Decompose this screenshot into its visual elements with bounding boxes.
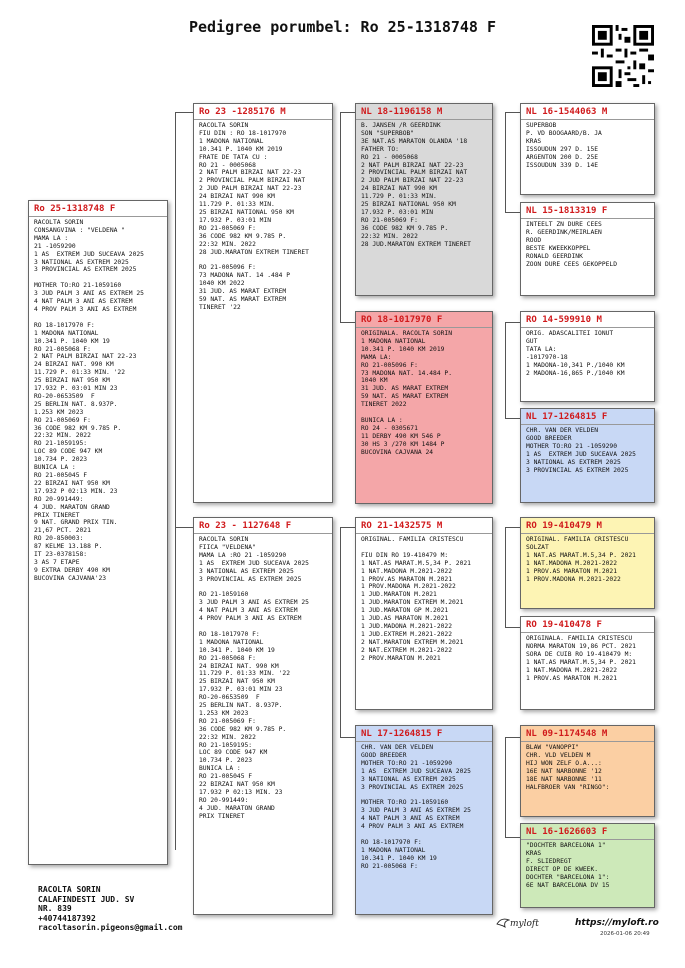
connector-line <box>505 322 506 418</box>
ring-number: RO 14-599910 M <box>526 315 602 325</box>
pigeon-icon <box>496 917 510 929</box>
ring-number: Ro 23 - 1127648 F <box>199 521 292 531</box>
pedigree-card-dam-sire <box>355 517 493 710</box>
card-details: ORIGINALA. RACOLTA SORIN 1 MADONA NATIONAL 10.341 P. 1040 KM 2019 MAMA LA: RO 21-005096 F: 73 MADONA NAT. 14.484 P. 1040 KM 31 JUD. AS MARAT EXTREM 59 NAT. AS MARAT EXTREM TINERET 2022 BUNICA LA : RO 24 - 0305671 11 DERBY 490 KM 546 P 30 HS 3 /270 KM 1484 P BUCOVINA CAJVANA 24 <box>361 330 452 456</box>
qr-code-icon <box>592 25 654 87</box>
connector-line <box>175 112 176 850</box>
owner-contact: RACOLTA SORIN CALAFINDESTI JUD. SV NR. 839 +40744187392 racoltasorin.pigeons@gmail.com <box>38 885 183 933</box>
ring-number: NL 16-1544063 M <box>526 107 608 117</box>
connector-line <box>505 527 520 528</box>
pedigree-card-sss <box>520 103 655 195</box>
pedigree-card-sds <box>520 311 655 402</box>
pedigree-card-sire-dam <box>355 311 493 504</box>
connector-line <box>505 418 520 419</box>
connector-line <box>340 527 355 528</box>
connector-line <box>175 527 193 528</box>
connector-line <box>340 112 341 322</box>
card-details: ORIG. ADASCALITEI IONUT GUT TATA LA: -1017970-18 1 MADONA-10,341 P./1040 KM 2 MADONA-16,865 P./1040 KM <box>526 330 625 377</box>
card-details: RACOLTA SORIN CONSANGVINA : "VELDENA " MAMA LA : 21 -1059290 1 AS EXTREM JUD SUCEAVA 2025 3 NATIONAL AS EXTREM 2025 3 PROVINCIAL AS EXTREM 2025 MOTHER TO:RO 21-1059160 3 JUD PALM 3 ANI AS EXTREM 25 4 NAT PALM 3 ANI AS EXTREM 4 PROV PALM 3 ANI AS EXTREM RO 18-1017970 F: 1 MADONA NATIONAL 10.341 P. 1040 KM 19 RO 21-005068 F: 2 NAT PALM BIRZAI NAT 22-23 24 BIRZAI NAT. 990 KM 11.729 P. 01:33 MIN. '22 25 BIRZAI NAT 950 KM 17.932 P. 03:01 MIN 23 RO-20-0653509 F 25 BERLIN NAT. 8.937P. 1.253 KM 2023 RO 21-005069 F: 36 CODE 982 KM 9.785 P. 22:32 MIN. 2022 RO 21-1059195: LOC 89 CODE 947 KM 10.734 P. 2023 BUNICA LA : RO 21-005045 F 22 BIRZAI NAT 950 KM 17.932 P 02:13 MIN. 23 RO 20-991449: 4 JUD. MARATON GRAND PRIX TINERET 9 NAT. GRAND PRIX TIN. 21,67 PCT. 2021 RO 20-850003: 87 KELME 13.188 P. IT 23-0378158: 3 AS 7 ETAPE 9 EXTRA DERBY 490 KM BUCOVINA CAJVANA'23 <box>34 219 144 582</box>
connector-line <box>340 527 341 737</box>
pedigree-card-dds <box>520 725 655 817</box>
card-details: ORIGINAL. FAMILIA CRISTESCU SOLZAT 1 NAT.AS MARAT.M.5,34 P. 2021 1 NAT.MADONA M.2021-2022 1 PROV.AS MARATON M.2021 1 PROV.MADONA M.2021-2022 <box>526 536 636 583</box>
ring-number: Ro 25-1318748 F <box>34 204 116 214</box>
ring-number: Ro 23 -1285176 M <box>199 107 286 117</box>
card-details: ORIGINAL. FAMILIA CRISTESCU FIU DIN RO 19-410479 M: 1 NAT.AS MARAT.M.5,34 P. 2021 1 NAT.MADONA M.2021-2022 1 PROV.AS MARATON M.2021 1 PROV.MADONA M.2021-2022 1 JUD.MARATON M.2021 1 JUD.MARATON EXTREM M.2021 1 JUD.MARATON GP M.2021 1 JUD.AS MARATON M.2021 1 JUD.MADONA M.2021-2022 1 JUD.EXTREM M.2021-2022 2 NAT.MARATON EXTREM M.2021 2 NAT.EXTREM M.2021-2022 2 PROV.MARATON M.2021 <box>361 536 471 662</box>
ring-number: RO 21-1432575 M <box>361 521 443 531</box>
connector-line <box>340 737 355 738</box>
ring-number: NL 09-1174548 M <box>526 729 608 739</box>
connector-line <box>505 112 506 212</box>
ring-number: RO 19-410478 F <box>526 620 602 630</box>
page-title: Pedigree porumbel: Ro 25-1318748 F <box>188 18 497 36</box>
pedigree-card-ssd <box>520 202 655 296</box>
connector-line <box>340 112 355 113</box>
pedigree-card-sire <box>193 103 333 503</box>
pedigree-card-dsd <box>520 616 655 710</box>
ring-number: RO 19-410479 M <box>526 521 602 531</box>
ring-number: NL 15-1813319 F <box>526 206 608 216</box>
card-details: RACOLTA SORIN FIICA "VELDENA" MAMA LA :RO 21 -1059290 1 AS EXTREM JUD SUCEAVA 2025 3 NATIONAL AS EXTREM 2025 3 PROVINCIAL AS EXTREM 2025 RO 21-1059160 3 JUD PALM 3 ANI AS EXTREM 25 4 NAT PALM 3 ANI AS EXTREM 4 PROV PALM 3 ANI AS EXTREM RO 18-1017970 F: 1 MADONA NATIONAL 10.341 P. 1040 KM 19 RO 21-005068 F: 24 BIRZAI NAT. 990 KM 11.729 P. 01:33 MIN. '22 25 BIRZAI NAT 950 KM 17.932 P. 03:01 MIN 23 RO-20-0653509 F 25 BERLIN NAT. 8.937P. 1.253 KM 2023 RO 21-005069 F: 36 CODE 982 KM 9.785 P. 22:32 MIN. 2022 RO 21-1059195: LOC 89 CODE 947 KM 10.734 P. 2023 BUNICA LA : RO 21-005045 F 22 BIRZAI NAT 950 KM 17.932 P 02:13 MIN. 23 RO 20-991449: 4 JUD. MARATON GRAND PRIX TINERET <box>199 536 309 820</box>
ring-number: NL 17-1264815 F <box>361 729 443 739</box>
connector-line <box>505 737 506 837</box>
card-details: CHR. VAN DER VELDEN GOOD BREEDER MOTHER TO:RO 21 -1059290 1 AS EXTREM JUD SUCEAVA 2025 3 NATIONAL AS EXTREM 2025 3 PROVINCIAL AS EXTREM 2025 MOTHER TO:RO 21-1059160 3 JUD PALM 3 ANI AS EXTREM 25 4 NAT PALM 3 ANI AS EXTREM 4 PROV PALM 3 ANI AS EXTREM RO 18-1017970 F: 1 MADONA NATIONAL 10.341 P. 1040 KM 19 RO 21-005068 F: <box>361 744 471 870</box>
connector-line <box>505 322 520 323</box>
print-date: 2026-01-06 20:49 <box>600 931 650 937</box>
pedigree-card-ddd <box>520 823 655 908</box>
pedigree-card-sdd <box>520 408 655 503</box>
card-details: CHR. VAN DER VELDEN GOOD BREEDER MOTHER TO:RO 21 -1059290 1 AS EXTREM JUD SUCEAVA 2025 3 NATIONAL AS EXTREM 2025 3 PROVINCIAL AS EXTREM 2025 <box>526 427 636 474</box>
card-details: RACOLTA SORIN FIU DIN : RO 18-1017970 1 MADONA NATIONAL 10.341 P. 1040 KM 2019 FRATE DE TATA CU : RO 21 - 0005068 2 NAT PALM BIRZAI NAT 22-23 2 PROVINCIAL PALM BIRZAI NAT 2 JUD PALM BIRZAI NAT 22-23 24 BIRZAI NAT 990 KM 11.729 P. 01:33 MIN. 25 BIRZAI NATIONAL 950 KM 17.932 P. 03:01 MIN RO 21-005069 F: 36 CODE 982 KM 9.785 P. 22:32 MIN. 2022 28 JUD.MARATON EXTREM TINERET RO 21-005096 F: 73 MADONA NAT. 14 .484 P 1040 KM 2022 31 JUD. AS MARAT EXTREM 59 NAT. AS MARAT EXTREM TINERET '22 <box>199 122 309 311</box>
card-details: INTEELT ZN DURE CEES R. GEERDINK/MEIRLAEN ROOD BESTE KWEEKKOPPEL RONALD GEERDINK ZOON DURE CEES GEKOPPELD <box>526 221 617 268</box>
connector-line <box>175 112 193 113</box>
card-details: ORIGINALA. FAMILIA CRISTESCU NORMA MARATON 19,86 PCT. 2021 SORA DE CUIB RO 19-410479 M: 1 NAT.AS MARAT.M.5,34 P. 2021 1 NAT.MADONA M.2021-2022 1 PROV.AS MARATON M.2021 <box>526 635 636 682</box>
connector-line <box>505 112 520 113</box>
connector-line <box>505 737 520 738</box>
card-details: B. JANSEN /R GEERDINK SON "SUPERBOB" 3E NAT.AS MARATON OLANDA '18 FATHER TO: RO 21 - 0005068 2 NAT PALM BIRZAI NAT 22-23 2 PROVINCIAL PALM BIRZAI NAT 2 JUD PALM BIRZAI NAT 22-23 24 BIRZAI NAT 990 KM 11.729 P. 01:33 MIN. 25 BIRZAI NATIONAL 950 KM 17.932 P. 03:01 MIN RO 21-005069 F: 36 CODE 982 KM 9.785 P. 22:32 MIN. 2022 28 JUD.MARATON EXTREM TINERET <box>361 122 471 248</box>
pedigree-card-dam <box>193 517 333 915</box>
pedigree-card-subject <box>28 200 168 865</box>
pedigree-card-dss <box>520 517 655 609</box>
ring-number: NL 16-1626603 F <box>526 827 608 837</box>
connector-line <box>505 527 506 627</box>
ring-number: NL 17-1264815 F <box>526 412 608 422</box>
card-details: SUPERBOB P. VD BOOGAARD/B. JA KRAS ISSOUDUN 297 D. 15E ARGENTON 200 D. 25E ISSOUDUN 339 D. 14E <box>526 122 602 169</box>
connector-line <box>505 212 520 213</box>
card-details: BLAW "VANOPPI" CHR. VLD VELDEN M HIJ WON ZELF O.A...: 16E NAT NARBONNE '12 18E NAT NARBONNE '11 HALFBROER VAN "RINGO": <box>526 744 610 791</box>
pedigree-card-sire-sire <box>355 103 493 296</box>
connector-line <box>340 322 355 323</box>
ring-number: RO 18-1017970 F <box>361 315 443 325</box>
card-details: "DOCHTER BARCELONA 1" KRAS F. SLIEDREGT DIRECT OP DE KWEEK. DOCHTER "BARCELONA 1": 6E NAT BARCELONA DV 15 <box>526 842 610 889</box>
connector-line <box>505 627 520 628</box>
brand-site-link[interactable]: https://myloft.ro <box>575 918 659 928</box>
pedigree-card-dam-dam <box>355 725 493 915</box>
ring-number: NL 18-1196158 M <box>361 107 443 117</box>
connector-line <box>505 837 520 838</box>
brand-logo: myloft <box>510 919 539 929</box>
